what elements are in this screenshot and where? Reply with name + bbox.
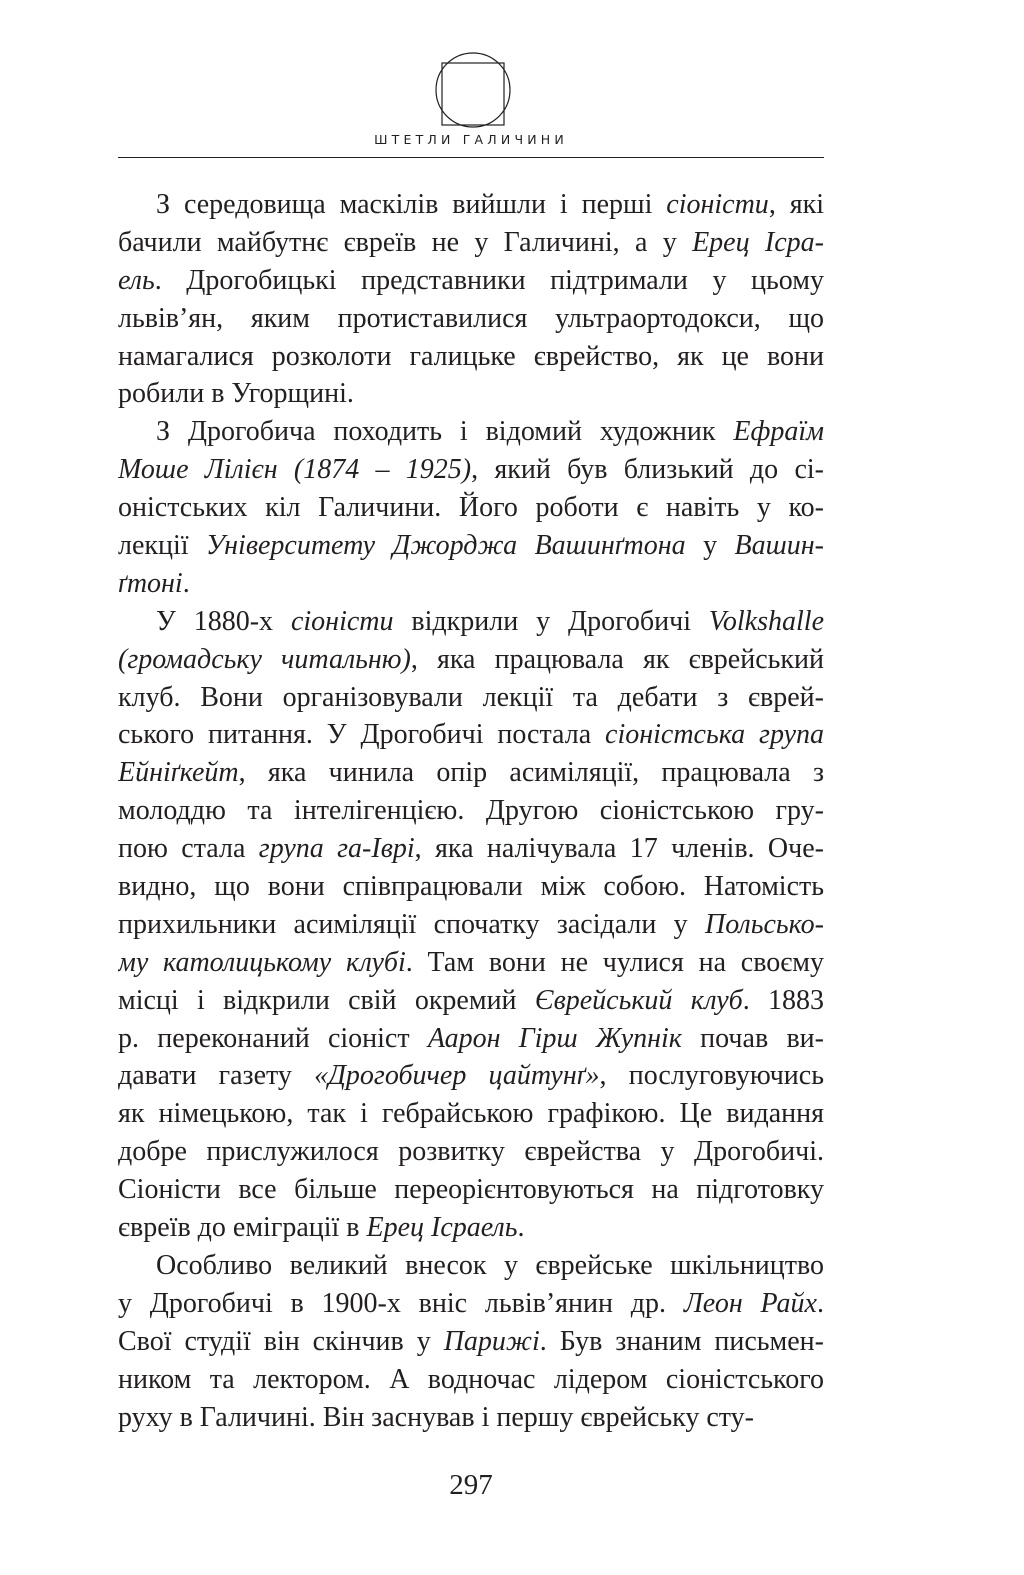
italic-term: Ефраїм [733,416,824,448]
italic-term: Моше Лілієн (1874 – 1925) [118,454,472,486]
text-line: руху в Галичині. Він заснував і першу єврейську сту- [118,1401,755,1433]
italic-term: Аарон Гірш Жупнік [427,1022,682,1054]
text-line: оністських кіл Галичини. Його роботи є навіть у ко- [118,492,824,524]
text-line: Ейніґкейт, яка чинила опір асиміляції, працювала з [118,757,824,789]
text-line: робили в Угорщині. [118,378,354,410]
text-line: молоддю та інтелігенцією. Другою сіоністською гру- [118,795,824,827]
italic-term: Ерец Ісра- [692,226,824,258]
text-line: намагалися розколоти галицьке єврейство, як це вони [118,340,824,372]
italic-term: «Дрогобичер цайтунґ» [314,1060,600,1092]
text-line: у Дрогобичі в 1900-х вніс львів’янин др. Леон Райх. [118,1287,824,1319]
running-head: ШТЕТЛИ ГАЛИЧИНИ [374,132,568,147]
text-line: Моше Лілієн (1874 – 1925), який був близький до сі- [118,454,824,486]
book-emblem-icon [430,47,516,133]
text-line: як німецькою, так і гебрайською графікою. Це видання [118,1098,824,1130]
text-line: У 1880-х сіоністи відкрили у Дрогобичі Volkshalle [156,605,824,637]
italic-term: Університету Джорджа Вашинґтона [206,530,686,562]
text-line: євреїв до еміграції в Ерец Ісраель. [118,1212,525,1244]
text-line: Особливо великий внесок у єврейське шкільництво [156,1249,824,1281]
italic-term: Ейніґкейт [118,757,239,789]
italic-term: сіоністи [290,605,394,637]
text-line: (громадську читальню), яка працювала як єврейський [118,643,824,675]
italic-term: Єврейський клуб [534,984,743,1016]
text-line: видно, що вони співпрацювали між собою. Натомість [118,871,824,903]
italic-term: (громадську читальню) [118,643,411,675]
text-line: З Дрогобича походить і відомий художник Ефраїм [156,416,824,448]
italic-term: Вашин- [734,530,824,562]
text-line: му католицькому клубі. Там вони не чулися на своєму [118,946,824,978]
paragraph [118,1247,824,1436]
text-line: ґтоні. [118,567,190,599]
text-line: З середовища маскілів вийшли і перші сіоністи, які [156,189,824,220]
header-divider [118,157,824,158]
body-text [118,186,824,1436]
text-line: пою стала група га-Іврі, яка налічувала 17 членів. Оче- [118,833,824,865]
italic-term: ґтоні [118,567,183,599]
paragraph [118,603,824,1247]
italic-term: Польсько- [705,908,824,940]
text-line: давати газету «Дрогобичер цайтунґ», послуговуючись [118,1060,824,1092]
text-line: прихильники асиміляції спочатку засідали у Польсько- [118,908,824,940]
text-line: львів’ян, яким протиставилися ультраортодокси, що [118,302,824,334]
text-line: Сіоністи все більше переорієнтовуються на підготовку [118,1174,824,1206]
page-number: 297 [449,1469,493,1501]
text-line: р. переконаний сіоніст Аарон Гірш Жупнік почав ви- [118,1022,824,1054]
text-line: бачили майбутнє євреїв не у Галичині, а у Ерец Ісра- [118,226,824,258]
text-line: ського питання. У Дрогобичі постала сіоністська група [118,719,824,751]
text-line: місці і відкрили свій окремий Єврейський клуб. 1883 [118,984,824,1016]
italic-term: Volkshalle [708,605,824,637]
italic-term: му католицькому клубі [118,946,406,978]
italic-term: Парижі [443,1325,540,1357]
italic-term: Ерец Ісраель [366,1212,518,1244]
text-line: добре прислужилося розвитку єврейства у Дрогобичі. [118,1136,824,1168]
text-line: клуб. Вони організовували лекції та дебати з єврей- [118,681,824,713]
text-line: Свої студії він скінчив у Парижі. Був знаним письмен- [118,1325,824,1357]
text-line: лекції Університету Джорджа Вашинґтона у Вашин- [118,530,824,562]
italic-term: група га-Іврі [258,833,415,865]
italic-term: сіоністська група [605,719,824,751]
italic-term: Леон Райх [683,1287,817,1319]
italic-term: ель [118,264,155,296]
paragraph [118,186,824,413]
paragraph [118,413,824,602]
italic-term: сіоністи [666,189,769,220]
text-line: ником та лектором. А водночас лідером сіоністського [118,1363,824,1395]
text-line: ель. Дрогобицькі представники підтримали у цьому [118,264,824,296]
